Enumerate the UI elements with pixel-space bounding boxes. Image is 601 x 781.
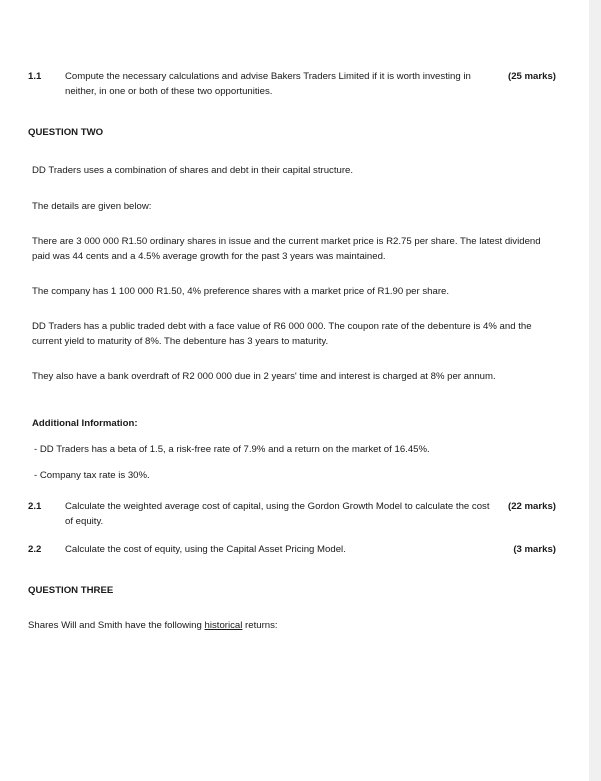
question-three-heading: QUESTION THREE [28, 585, 114, 596]
additional-information-heading: Additional Information: [32, 418, 138, 429]
preference-shares-paragraph: The company has 1 100 000 R1.50, 4% preference shares with a market price of R1.90 per share. [32, 286, 450, 297]
question-2-2-text: Calculate the cost of equity, using the Capital Asset Pricing Model. [65, 544, 346, 555]
question-2-2-number: 2.2 [28, 544, 42, 555]
question-1-1-marks: (25 marks) [508, 71, 556, 82]
question-1-1-number: 1.1 [28, 71, 42, 82]
overdraft-paragraph: They also have a bank overdraft of R2 000 000 due in 2 years' time and interest is charged at 8% per annum. [32, 371, 496, 382]
question-2-1-marks: (22 marks) [508, 501, 556, 512]
intro-text-before: Shares Will and Smith have the following [28, 620, 205, 631]
historical-underlined: historical [204, 620, 243, 631]
scrollbar-track[interactable] [589, 0, 601, 781]
question-2-1-text: Calculate the weighted average cost of capital, using the Gordon Growth Model to calculate the cost of equity. [65, 501, 490, 527]
question-2-2-marks: (3 marks) [513, 544, 556, 555]
shares-paragraph: There are 3 000 000 R1.50 ordinary shares in issue and the current market price is R2.75 per share. The latest dividend paid was 44 cents and a 4.5% average growth for the past 3 years was maintained. [32, 236, 541, 262]
intro-text-after: returns: [242, 620, 278, 631]
bullet-beta: - DD Traders has a beta of 1.5, a risk-free rate of 7.9% and a return on the market of 16.45%. [34, 444, 430, 455]
debt-paragraph: DD Traders has a public traded debt with a face value of R6 000 000. The coupon rate of the debenture is 4% and the current yield to maturity of 8%. The debenture has 3 years to maturity. [32, 321, 532, 347]
question-2-1-number: 2.1 [28, 501, 42, 512]
question-1-1-text: Compute the necessary calculations and advise Bakers Traders Limited if it is worth investing in neither, in one or both of these two opportunities. [65, 71, 471, 97]
bullet-tax: - Company tax rate is 30%. [34, 470, 150, 481]
details-label: The details are given below: [32, 201, 152, 212]
question-two-heading: QUESTION TWO [28, 127, 104, 138]
question-two-intro: DD Traders uses a combination of shares and debt in their capital structure. [32, 165, 354, 176]
question-three-intro [28, 619, 553, 634]
